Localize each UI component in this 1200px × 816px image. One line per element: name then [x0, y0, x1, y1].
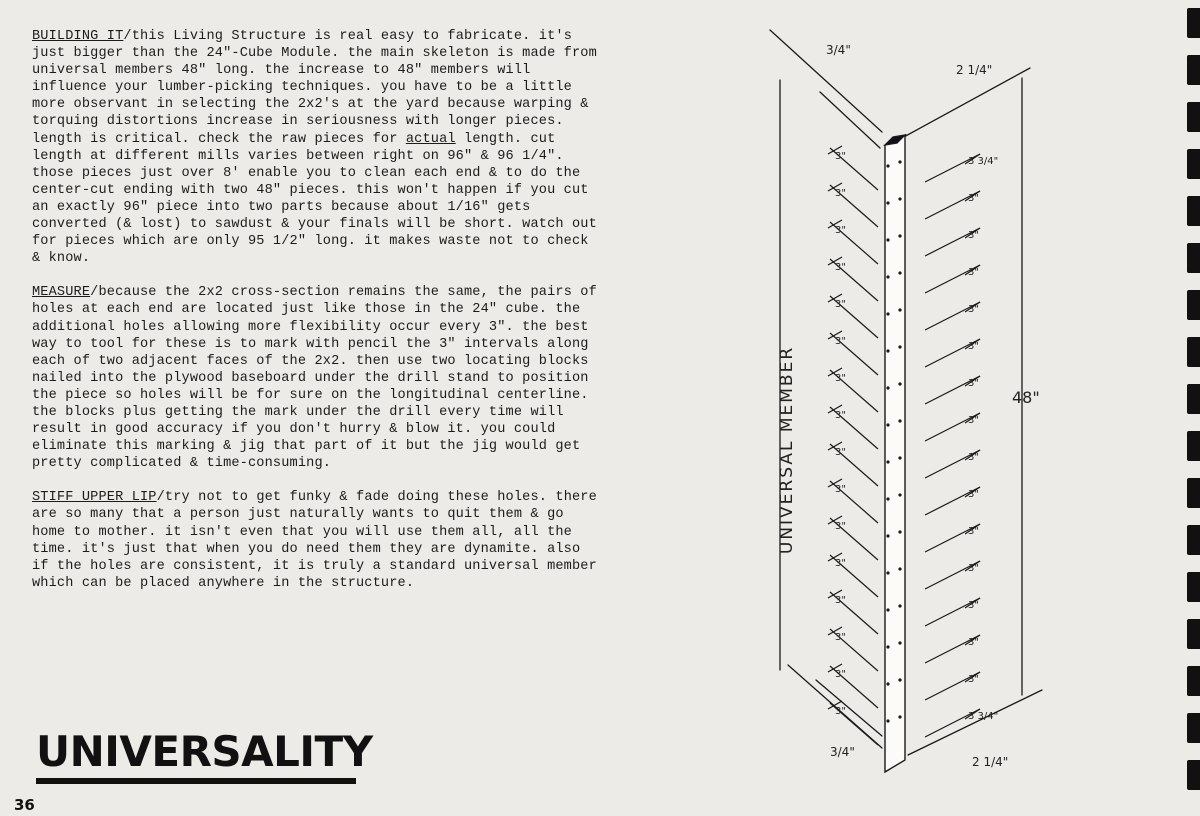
- binding-tab: [1187, 713, 1200, 743]
- hole: [886, 460, 889, 463]
- spacing-label: 3": [968, 600, 979, 611]
- binding-tab: [1187, 572, 1200, 602]
- hole: [886, 201, 889, 204]
- binding-tab: [1187, 55, 1200, 85]
- hole: [898, 678, 901, 681]
- dimension-label: 2 1/4": [972, 755, 1009, 769]
- binding-tab: [1187, 8, 1200, 38]
- hole: [886, 275, 889, 278]
- hole: [886, 423, 889, 426]
- hole: [886, 349, 889, 352]
- hole: [886, 238, 889, 241]
- binding-tab: [1187, 196, 1200, 226]
- paragraph-building-it: [32, 28, 602, 267]
- hole: [886, 164, 889, 167]
- member-body: [885, 135, 905, 772]
- lead-stiff-upper-lip: STIFF UPPER LIP: [32, 490, 157, 506]
- paragraph-measure: [32, 284, 602, 472]
- hole: [898, 419, 901, 422]
- dimension-label: 2 1/4": [956, 63, 993, 77]
- hole: [898, 604, 901, 607]
- hole: [886, 645, 889, 648]
- spacing-label: 3": [968, 230, 979, 241]
- spacing-label: 3 3/4": [968, 156, 999, 167]
- hole: [886, 497, 889, 500]
- spacing-label: 3": [968, 193, 979, 204]
- universal-member-diagram: [760, 20, 1060, 790]
- binding-tab: [1187, 666, 1200, 696]
- hole: [886, 571, 889, 574]
- spacing-label: 3": [835, 632, 846, 643]
- hole: [898, 382, 901, 385]
- binding-tab: [1187, 290, 1200, 320]
- hole: [898, 234, 901, 237]
- spacing-label: 3": [968, 415, 979, 426]
- hole: [886, 386, 889, 389]
- member-label: UNIVERSAL MEMBER: [777, 345, 797, 555]
- hole: [898, 160, 901, 163]
- hole: [898, 493, 901, 496]
- spacing-label: 3": [835, 373, 846, 384]
- leader-line: [902, 68, 1030, 138]
- hole: [898, 345, 901, 348]
- paragraph-text: /because the 2x2 cross-section remains the same, the pairs of holes at each end are located just like those in the 24" cube. the additional holes allowing more flexibility occur every 3". the best way to tool for these is to mark with pencil the 3" intervals along each of two adjacent faces of the 2x2. then use two locating blocks nailed into the plywood baseboard under the drill stand to position the piece so holes will be for sure on the longitudinal centerline. the blocks plus getting the mark under the drill every time will result in good accuracy if you don't hurry & blow it. you could eliminate this marking & jig that part of it but the jig would get pretty complicated & time-consuming.: [32, 285, 597, 472]
- spacing-label: 3": [835, 151, 846, 162]
- chapter-title: UNIVERSALITY: [36, 727, 373, 776]
- dimension-label: 48": [1012, 388, 1040, 407]
- binding-tab: [1187, 525, 1200, 555]
- dimension-label: 3/4": [830, 745, 855, 759]
- spacing-label: 3": [968, 489, 979, 500]
- paragraph-text: /try not to get funky & fade doing these holes. there are so many that a person just naturally wants to quit them & go home to mother. it isn't even that you will use them all, all the time. it's just that when you do need them they are dynamite. also if the holes are consistent, it is truly a standard universal member which can be placed anywhere in the structure.: [32, 490, 597, 591]
- spacing-label: 3": [968, 526, 979, 537]
- spacing-label: 3": [835, 262, 846, 273]
- binding-tab: [1187, 760, 1200, 790]
- spacing-label: 3": [968, 378, 979, 389]
- hole: [898, 530, 901, 533]
- hole: [898, 715, 901, 718]
- spiral-binding: [1182, 0, 1200, 816]
- hole: [886, 608, 889, 611]
- paragraph-text: /this Living Structure is real easy to fabricate. it's just bigger than the 24"-Cube Module. the main skeleton is made from universal members 48" long. the increase to 48" members will influence your lumber-picking techniques. you have to be a little more observant in selecting the 2x2's at the yard because warping & torquing distortions increase in seriousness with longer pieces. length is critical. check the raw pieces for: [32, 29, 597, 147]
- leader-line: [820, 92, 880, 148]
- binding-tab: [1187, 337, 1200, 367]
- leader-line: [908, 690, 1042, 755]
- binding-tab: [1187, 478, 1200, 508]
- binding-tab: [1187, 384, 1200, 414]
- lead-building-it: BUILDING IT: [32, 29, 124, 44]
- chapter-title-block: [36, 728, 373, 784]
- spacing-label: 3": [835, 484, 846, 495]
- spacing-label: 3": [968, 674, 979, 685]
- hole: [886, 312, 889, 315]
- paragraph-text: length. cut length at different mills varies between right on 96" & 96 1/4". those pieces just over 8' enable you to clean each end & to do the center-cut ending with two 48" pieces. this won't happen if you cut an exactly 96" piece into two parts because about 1/16" gets converted (& lost) to sawdust & your finals will be short. watch out for pieces which are only 95 1/2" long. it makes waste not to check & know.: [32, 131, 597, 267]
- hole: [886, 534, 889, 537]
- paragraph-stiff-upper-lip: [32, 489, 602, 592]
- spacing-label: 3 3/4": [968, 711, 999, 722]
- title-underline: [36, 778, 356, 784]
- binding-tab: [1187, 431, 1200, 461]
- spacing-label: 3": [835, 447, 846, 458]
- spacing-label: 3": [835, 299, 846, 310]
- emphasis-actual: actual: [405, 131, 456, 147]
- spacing-label: 3": [835, 188, 846, 199]
- hole: [898, 567, 901, 570]
- page-number: 36: [14, 796, 35, 814]
- spacing-label: 3": [835, 336, 846, 347]
- spacing-label: 3": [835, 595, 846, 606]
- spacing-label: 3": [968, 304, 979, 315]
- spacing-label: 3": [968, 267, 979, 278]
- hole: [898, 308, 901, 311]
- binding-tab: [1187, 619, 1200, 649]
- hole: [898, 271, 901, 274]
- spacing-label: 3": [968, 341, 979, 352]
- spacing-label: 3": [835, 410, 846, 421]
- body-text: [32, 28, 602, 609]
- hole: [898, 456, 901, 459]
- hole: [898, 641, 901, 644]
- dimension-label: 3/4": [826, 43, 851, 57]
- spacing-label: 3": [968, 452, 979, 463]
- binding-tab: [1187, 243, 1200, 273]
- lead-measure: MEASURE: [32, 285, 91, 301]
- spacing-label: 3": [968, 563, 979, 574]
- binding-tab: [1187, 149, 1200, 179]
- binding-tab: [1187, 102, 1200, 132]
- spacing-label: 3": [835, 669, 846, 680]
- hole: [898, 197, 901, 200]
- hole: [886, 682, 889, 685]
- spacing-label: 3": [835, 558, 846, 569]
- leader-line: [816, 680, 882, 736]
- spacing-label: 3": [835, 225, 846, 236]
- spacing-label: 3": [835, 706, 846, 717]
- hole: [886, 719, 889, 722]
- spacing-label: 3": [835, 521, 846, 532]
- spacing-label: 3": [968, 637, 979, 648]
